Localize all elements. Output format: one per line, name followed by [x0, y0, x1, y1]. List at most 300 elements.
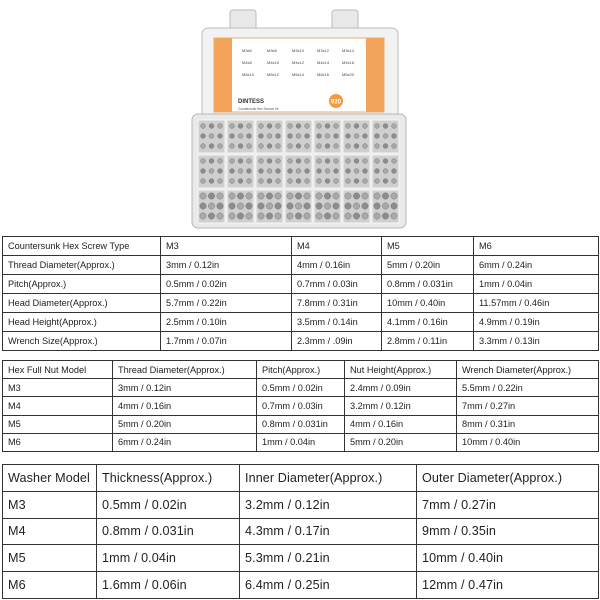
screw-table-cell: 0.5mm / 0.02in [161, 275, 292, 294]
hardware-piece [334, 169, 339, 174]
hardware-piece [362, 213, 368, 219]
washer-table-cell: 9mm / 0.35in [417, 518, 599, 545]
screw-table-cell: 4.9mm / 0.19in [474, 313, 599, 332]
washer-table-cell: 1.6mm / 0.06in [97, 572, 240, 599]
hardware-piece [353, 213, 359, 219]
hardware-piece [382, 203, 388, 209]
hardware-piece [201, 159, 206, 164]
hardware-piece [324, 213, 330, 219]
hardware-piece [383, 179, 388, 184]
compartment-label: M4x8 [242, 60, 252, 65]
washer-table-cell: M6 [3, 572, 97, 599]
hardware-piece [209, 169, 214, 174]
nut-table-cell: 3.2mm / 0.12in [345, 397, 457, 415]
hardware-piece [375, 124, 380, 129]
nut-table-cell: 4mm / 0.16in [113, 397, 257, 415]
hardware-piece [209, 124, 214, 129]
hardware-piece [375, 179, 380, 184]
hardware-piece [246, 213, 252, 219]
hardware-piece [316, 193, 322, 199]
screw-table-cell: Wrench Size(Approx.) [3, 332, 161, 351]
washer-table-row [3, 518, 599, 545]
washer-table-cell: 10mm / 0.40in [417, 545, 599, 572]
hardware-piece [237, 213, 243, 219]
box-brand-text: DINTESS [238, 99, 265, 105]
hardware-piece [288, 179, 293, 184]
screw-table-cell: 3.3mm / 0.13in [474, 332, 599, 351]
nut-table-header-cell: Pitch(Approx.) [257, 361, 345, 379]
hardware-piece [391, 213, 397, 219]
hardware-piece [383, 159, 388, 164]
hardware-piece [208, 213, 214, 219]
hardware-piece [354, 134, 359, 139]
hardware-piece [382, 213, 388, 219]
hardware-piece [317, 124, 322, 129]
hardware-piece [305, 169, 310, 174]
hardware-piece [305, 144, 310, 149]
compartment-label: M3x12 [317, 48, 330, 53]
nut-table-row [3, 415, 599, 433]
hardware-piece [258, 193, 264, 199]
screw-table-header-cell: Countersunk Hex Screw Type [3, 237, 161, 256]
screw-table-row [3, 332, 599, 351]
hardware-piece [217, 203, 223, 209]
hardware-piece [363, 144, 368, 149]
hardware-piece [218, 159, 223, 164]
nut-table-cell: 4mm / 0.16in [345, 415, 457, 433]
hardware-piece [259, 179, 264, 184]
nut-table-cell: M3 [3, 379, 113, 397]
hardware-piece [362, 193, 368, 199]
hardware-piece [238, 124, 243, 129]
hardware-piece [354, 124, 359, 129]
nut-table-cell: 10mm / 0.40in [457, 433, 599, 451]
hardware-piece [275, 213, 281, 219]
hardware-piece [230, 134, 235, 139]
hardware-piece [247, 159, 252, 164]
hardware-piece [217, 213, 223, 219]
screw-table-cell: 11.57mm / 0.46in [474, 294, 599, 313]
compartment-label: M4x16 [342, 60, 355, 65]
nut-table-cell: 8mm / 0.31in [457, 415, 599, 433]
hardware-piece [259, 124, 264, 129]
hardware-piece [247, 144, 252, 149]
hardware-piece [325, 134, 330, 139]
nut-table-cell: M6 [3, 433, 113, 451]
hardware-piece [237, 203, 243, 209]
hardware-piece [288, 134, 293, 139]
hardware-piece [276, 169, 281, 174]
hardware-piece [266, 213, 272, 219]
screw-table-cell: 0.7mm / 0.03in [292, 275, 382, 294]
hardware-piece [375, 134, 380, 139]
hardware-piece [296, 169, 301, 174]
hardware-piece [267, 124, 272, 129]
compartment-label: M5x10 [242, 72, 255, 77]
screw-table-header-cell: M5 [382, 237, 474, 256]
hardware-piece [354, 144, 359, 149]
hardware-piece [237, 193, 243, 199]
nut-table-cell: M4 [3, 397, 113, 415]
hardware-piece [334, 144, 339, 149]
hardware-piece [383, 124, 388, 129]
compartment-label: M3x8 [267, 48, 277, 53]
hardware-piece [266, 193, 272, 199]
nut-table-row [3, 397, 599, 415]
hardware-piece [354, 169, 359, 174]
hardware-piece [209, 134, 214, 139]
hardware-piece [247, 169, 252, 174]
hardware-piece [296, 124, 301, 129]
hardware-piece [288, 124, 293, 129]
washer-table-cell: 3.2mm / 0.12in [240, 491, 417, 518]
nut-table-header-cell: Nut Height(Approx.) [345, 361, 457, 379]
hardware-piece [317, 169, 322, 174]
washer-table-cell: 4.3mm / 0.17in [240, 518, 417, 545]
hardware-piece [362, 203, 368, 209]
hardware-piece [288, 159, 293, 164]
hardware-piece [218, 144, 223, 149]
hardware-piece [267, 169, 272, 174]
hardware-piece [238, 144, 243, 149]
hardware-piece [208, 203, 214, 209]
washer-table-cell: 0.8mm / 0.031in [97, 518, 240, 545]
screw-table-cell: 2.8mm / 0.11in [382, 332, 474, 351]
hardware-piece [333, 193, 339, 199]
hardware-piece [317, 144, 322, 149]
hardware-piece [334, 124, 339, 129]
compartment-label: M3x14 [342, 48, 355, 53]
compartment-label: M5x16 [317, 72, 330, 77]
hardware-piece [304, 203, 310, 209]
hardware-piece [247, 179, 252, 184]
washer-table-header-cell: Inner Diameter(Approx.) [240, 465, 417, 492]
washer-table-header-cell: Thickness(Approx.) [97, 465, 240, 492]
hardware-piece [345, 203, 351, 209]
hardware-piece [258, 203, 264, 209]
washer-spec-table [2, 464, 599, 599]
washer-table-cell: 6.4mm / 0.25in [240, 572, 417, 599]
hardware-piece [354, 159, 359, 164]
hardware-piece [317, 134, 322, 139]
hardware-piece [383, 144, 388, 149]
screw-table-row [3, 256, 599, 275]
washer-table-cell: 7mm / 0.27in [417, 491, 599, 518]
hex-nut-spec-table [2, 360, 599, 452]
compartment-label: M4x12 [292, 60, 305, 65]
washer-table-cell: M5 [3, 545, 97, 572]
hardware-piece [287, 203, 293, 209]
hardware-piece [392, 169, 397, 174]
washer-table-header-cell: Outer Diameter(Approx.) [417, 465, 599, 492]
hardware-piece [201, 169, 206, 174]
hardware-piece [305, 124, 310, 129]
hardware-piece [334, 159, 339, 164]
hardware-piece [296, 134, 301, 139]
box-badge-text: 920 [330, 99, 342, 106]
hardware-piece [363, 169, 368, 174]
nut-table-row [3, 379, 599, 397]
nut-table-cell: 2.4mm / 0.09in [345, 379, 457, 397]
hardware-piece [346, 124, 351, 129]
washer-table-row [3, 491, 599, 518]
hardware-piece [334, 134, 339, 139]
compartment-label: M5x14 [292, 72, 305, 77]
hardware-piece [325, 144, 330, 149]
hardware-piece [304, 193, 310, 199]
screw-table-cell: 5.7mm / 0.22in [161, 294, 292, 313]
hardware-piece [275, 193, 281, 199]
hardware-piece [230, 179, 235, 184]
hardware-piece [246, 193, 252, 199]
hardware-piece [374, 213, 380, 219]
hardware-piece [238, 179, 243, 184]
nut-table-cell: 5.5mm / 0.22in [457, 379, 599, 397]
nut-table-cell: 6mm / 0.24in [113, 433, 257, 451]
hardware-piece [353, 203, 359, 209]
hardware-piece [201, 124, 206, 129]
hardware-piece [324, 203, 330, 209]
washer-table-row [3, 572, 599, 599]
hardware-piece [201, 179, 206, 184]
screw-table-header-cell: M4 [292, 237, 382, 256]
compartment-label: M4x14 [317, 60, 330, 65]
hardware-piece [363, 159, 368, 164]
washer-table-cell: 0.5mm / 0.02in [97, 491, 240, 518]
hardware-piece [382, 193, 388, 199]
hardware-piece [238, 159, 243, 164]
hardware-piece [325, 124, 330, 129]
hardware-piece [346, 169, 351, 174]
hardware-piece [296, 179, 301, 184]
hardware-piece [275, 203, 281, 209]
nut-table-header-row [3, 361, 599, 379]
washer-table-row [3, 545, 599, 572]
hardware-piece [266, 203, 272, 209]
compartment-label: M5x20 [342, 72, 355, 77]
hardware-piece [230, 159, 235, 164]
hardware-piece [287, 193, 293, 199]
product-image [178, 6, 422, 234]
hardware-piece [295, 213, 301, 219]
hardware-piece [209, 159, 214, 164]
hardware-piece [229, 213, 235, 219]
nut-table-cell: 0.8mm / 0.031in [257, 415, 345, 433]
nut-table-header-cell: Hex Full Nut Model [3, 361, 113, 379]
hardware-piece [217, 193, 223, 199]
screw-table-cell: 5mm / 0.20in [382, 256, 474, 275]
hardware-piece [374, 203, 380, 209]
hardware-piece [267, 144, 272, 149]
hardware-piece [218, 179, 223, 184]
hardware-piece [325, 169, 330, 174]
screw-table-cell: 2.3mm / .09in [292, 332, 382, 351]
hardware-piece [276, 159, 281, 164]
hardware-piece [238, 134, 243, 139]
screw-table-header-row [3, 237, 599, 256]
hardware-piece [346, 159, 351, 164]
hardware-piece [333, 203, 339, 209]
hardware-piece [383, 134, 388, 139]
hardware-piece [200, 213, 206, 219]
screw-table-cell: 4.1mm / 0.16in [382, 313, 474, 332]
screw-table-header-cell: M6 [474, 237, 599, 256]
nut-table-header-cell: Wrench Diameter(Approx.) [457, 361, 599, 379]
screw-table-cell: 4mm / 0.16in [292, 256, 382, 275]
hardware-piece [209, 144, 214, 149]
nut-table-cell: 5mm / 0.20in [113, 415, 257, 433]
hardware-piece [324, 193, 330, 199]
hardware-piece [247, 124, 252, 129]
screw-table-cell: 1.7mm / 0.07in [161, 332, 292, 351]
compartment-label: M3x6 [242, 48, 252, 53]
box-caption-text: Countersunk Hex Screws Kit [238, 107, 279, 111]
hardware-piece [288, 144, 293, 149]
hardware-piece [325, 179, 330, 184]
countersunk-screw-spec-table [2, 236, 599, 351]
screw-table-row [3, 275, 599, 294]
compartment-label: M5x12 [267, 72, 280, 77]
screw-table-cell: 7.8mm / 0.31in [292, 294, 382, 313]
compartment-label: M3x10 [292, 48, 305, 53]
hardware-piece [238, 169, 243, 174]
nut-table-header-cell: Thread Diameter(Approx.) [113, 361, 257, 379]
hardware-piece [375, 144, 380, 149]
washer-table-header-cell: Washer Model [3, 465, 97, 492]
screw-table-header-cell: M3 [161, 237, 292, 256]
hardware-piece [346, 144, 351, 149]
screw-table-row [3, 294, 599, 313]
screw-table-cell: 0.8mm / 0.031in [382, 275, 474, 294]
hardware-piece [305, 179, 310, 184]
hardware-piece [209, 179, 214, 184]
hardware-piece [267, 159, 272, 164]
screw-table-cell: 10mm / 0.40in [382, 294, 474, 313]
hardware-piece [230, 124, 235, 129]
hardware-piece [296, 159, 301, 164]
nut-table-row [3, 433, 599, 451]
washer-table-header-row [3, 465, 599, 492]
hardware-piece [287, 213, 293, 219]
hardware-piece [316, 213, 322, 219]
screw-table-cell: 2.5mm / 0.10in [161, 313, 292, 332]
hardware-piece [392, 134, 397, 139]
hardware-piece [363, 124, 368, 129]
nut-table-cell: 5mm / 0.20in [345, 433, 457, 451]
screw-table-cell: 1mm / 0.04in [474, 275, 599, 294]
washer-table-cell: 5.3mm / 0.21in [240, 545, 417, 572]
hardware-piece [201, 134, 206, 139]
hardware-piece [218, 124, 223, 129]
hardware-piece [259, 169, 264, 174]
hardware-piece [317, 159, 322, 164]
screw-table-cell: Thread Diameter(Approx.) [3, 256, 161, 275]
hardware-piece [325, 159, 330, 164]
nut-table-cell: 0.5mm / 0.02in [257, 379, 345, 397]
washer-table-cell: 12mm / 0.47in [417, 572, 599, 599]
nut-table-cell: 1mm / 0.04in [257, 433, 345, 451]
hardware-piece [246, 203, 252, 209]
screw-table-row [3, 313, 599, 332]
hardware-piece [267, 134, 272, 139]
hardware-piece [247, 134, 252, 139]
hardware-piece [229, 193, 235, 199]
hardware-piece [230, 144, 235, 149]
hardware-piece [276, 134, 281, 139]
hardware-piece [346, 134, 351, 139]
hardware-piece [374, 193, 380, 199]
hardware-piece [305, 159, 310, 164]
hardware-piece [391, 193, 397, 199]
washer-table-cell: M4 [3, 518, 97, 545]
hardware-piece [392, 159, 397, 164]
hardware-piece [276, 144, 281, 149]
hardware-piece [276, 124, 281, 129]
washer-table-cell: 1mm / 0.04in [97, 545, 240, 572]
nut-table-cell: 0.7mm / 0.03in [257, 397, 345, 415]
hardware-piece [375, 159, 380, 164]
screw-table-cell: Head Diameter(Approx.) [3, 294, 161, 313]
hardware-piece [345, 193, 351, 199]
hardware-piece [354, 179, 359, 184]
hardware-piece [296, 144, 301, 149]
nut-table-cell: 7mm / 0.27in [457, 397, 599, 415]
hardware-piece [259, 134, 264, 139]
hardware-piece [304, 213, 310, 219]
screw-table-cell: 3mm / 0.12in [161, 256, 292, 275]
hardware-piece [259, 144, 264, 149]
hardware-piece [259, 159, 264, 164]
hardware-piece [392, 124, 397, 129]
screw-table-cell: Pitch(Approx.) [3, 275, 161, 294]
hardware-piece [276, 179, 281, 184]
hardware-piece [391, 203, 397, 209]
hardware-piece [375, 169, 380, 174]
compartment-label: M4x10 [267, 60, 280, 65]
hardware-piece [346, 179, 351, 184]
washer-table-cell: M3 [3, 491, 97, 518]
hardware-piece [218, 134, 223, 139]
hardware-piece [353, 193, 359, 199]
hardware-piece [230, 169, 235, 174]
hardware-piece [218, 169, 223, 174]
hardware-piece [333, 213, 339, 219]
tray-compartments [198, 120, 399, 223]
screw-table-cell: 3.5mm / 0.14in [292, 313, 382, 332]
hardware-piece [200, 193, 206, 199]
hardware-piece [383, 169, 388, 174]
hardware-piece [229, 203, 235, 209]
hardware-piece [317, 179, 322, 184]
hardware-piece [200, 203, 206, 209]
hardware-piece [316, 203, 322, 209]
hardware-piece [267, 179, 272, 184]
hardware-piece [295, 203, 301, 209]
nut-table-cell: M5 [3, 415, 113, 433]
hardware-piece [258, 213, 264, 219]
hardware-piece [363, 179, 368, 184]
hardware-piece [334, 179, 339, 184]
hardware-piece [208, 193, 214, 199]
screw-table-cell: 6mm / 0.24in [474, 256, 599, 275]
hardware-piece [201, 144, 206, 149]
hardware-piece [392, 144, 397, 149]
hardware-piece [345, 213, 351, 219]
hardware-piece [295, 193, 301, 199]
screw-table-cell: Head Height(Approx.) [3, 313, 161, 332]
hardware-piece [363, 134, 368, 139]
hardware-piece [288, 169, 293, 174]
